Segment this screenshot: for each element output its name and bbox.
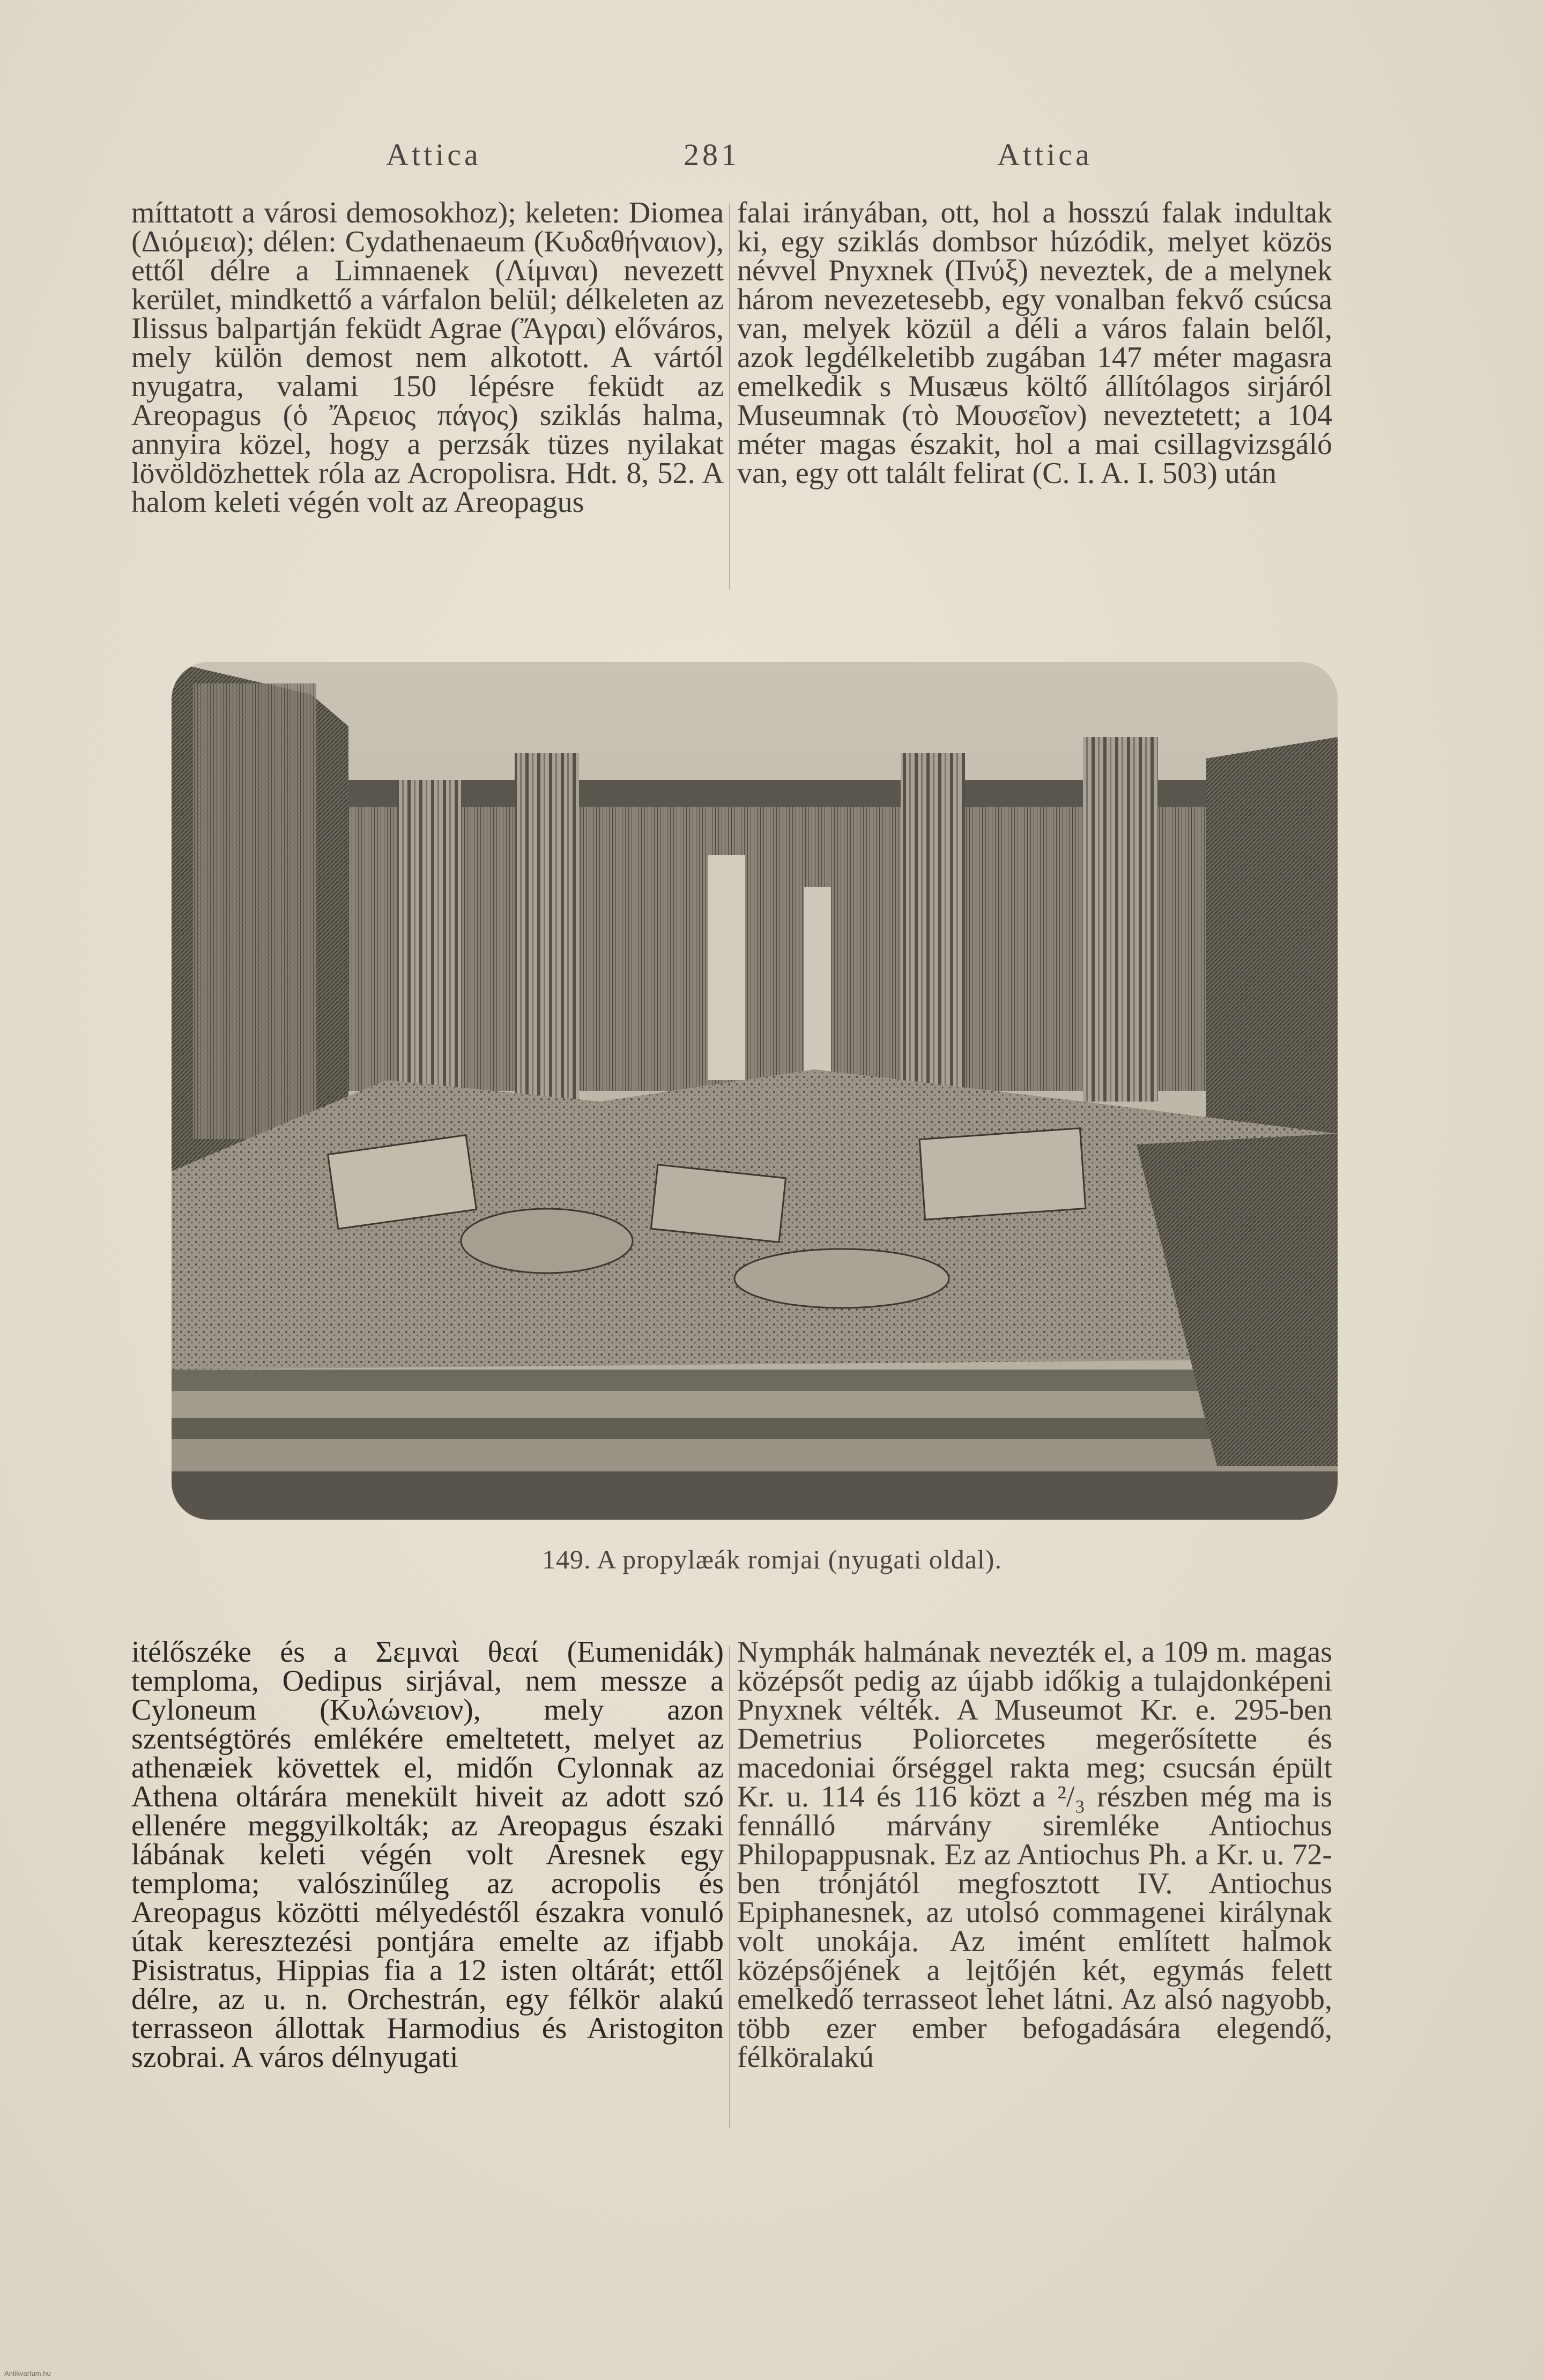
paragraph-top-left: míttatott a városi demosokhoz); keleten: Diomea (Διόμεια); délen: Cydathenaeum (Κυδαθήναιον), ettől délre a Limnaenek (Λίμναι) nevezett kerület, mindkettő a várfalon belül; délkeleten az Ilissus balpartján feküdt Agrae (Ἄγραι) előváros, mely külön demost nem alkotott. A vártól nyugatra, valami 150 lépésre feküdt az Areopagus (ὁ Ἄρειος πάγος) sziklás halma, annyira közel, hogy a perzsák tüzes nyilakat lövöldözhettek róla az Acropolisra. Hdt. 8, 52. A halom keleti végén volt az Areopagus [131,196,724,519]
text-column-bottom-left [131,1635,724,2074]
engraving-propylaea-ruins [172,662,1338,1520]
column-divider-bottom [729,1646,730,2128]
figure-caption: 149. A propylæák romjai (nyugati oldal). [542,1544,1002,1574]
paragraph-bottom-left: itélőszéke és a Σεμναὶ θεαί (Eumenidák) temploma, Oedipus sirjával, nem messze a Cyloneum (Κυλώνειον), mely azon szentségtörés emlékére emeltetett, melyet az athenæiek követtek el, midőn Cylonnak az Athena oltárára menekült hiveit az adott szó ellenére meggyilkolták; az Areopagus északi lábának keleti végén volt Aresnek egy temploma; valószinűleg az acropolis és Areopagus közötti mélyedéstől északra vonuló útak keresztezési pontjára emelte az ifjabb Pisistratus, Hippias fia a 12 isten oltárát; ettől délre, az u. n. Orchestrán, egy félkör alakú terrasseon állottak Harmodius és Aristogiton szobrai. A város délnyugati [131,1635,724,2074]
paragraph-top-right: falai irányában, ott, hol a hosszú falak indultak ki, egy sziklás dombsor húzódik, melyet közös névvel Pnyxnek (Πνύξ) neveztek, de a melynek három nevezetesebb, egy vonalban fekvő csúcsa van, melyek közül a déli a város falain belől, azok legdélkeletibb zugában 147 méter magasra emelkedik s Musæus költő állítólagos sirjáról Museumnak (τὸ Μουσεῖον) neveztetett; a 104 méter magas északit, hol a mai csillagvizsgáló van, egy ott talált felirat (C. I. A. I. 503) után [737,196,1332,490]
running-head-left: Attica [386,137,481,172]
text-column-bottom-right [737,1635,1332,2074]
text-column-top-right [737,198,1332,488]
text-column-top-left [131,198,724,517]
column-divider-top [729,204,730,590]
paragraph-bottom-right: Nymphák halmának nevezték el, a 109 m. magas középsőt pedig az újabb időkig a tulajdonképeni Pnyxnek vélték. A Museumot Kr. e. 295-ben Demetrius Poliorcetes megerősítette és macedoniai őrséggel rakta meg; csucsán épült Kr. u. 114 és 116 közt a ²/₃ részben még ma is fennálló márvány siremléke Antiochus Philopappusnak. Ez az Antiochus Ph. a Kr. u. 72-ben trónjától megfosztott IV. Antiochus Epiphanesnek, az utolsó commagenei királynak volt unokája. Az imént említett halmok középsőjének a lejtőjén két, egymás felett emelkedő terrasseot lehet látni. Az alsó nagyobb, több ezer ember befogadására elegendő, félköralakú [737,1635,1332,2074]
running-head-right: Attica [997,137,1093,172]
watermark: AntikvarIum.hu [4,2369,51,2377]
page-number: 281 [684,137,740,172]
